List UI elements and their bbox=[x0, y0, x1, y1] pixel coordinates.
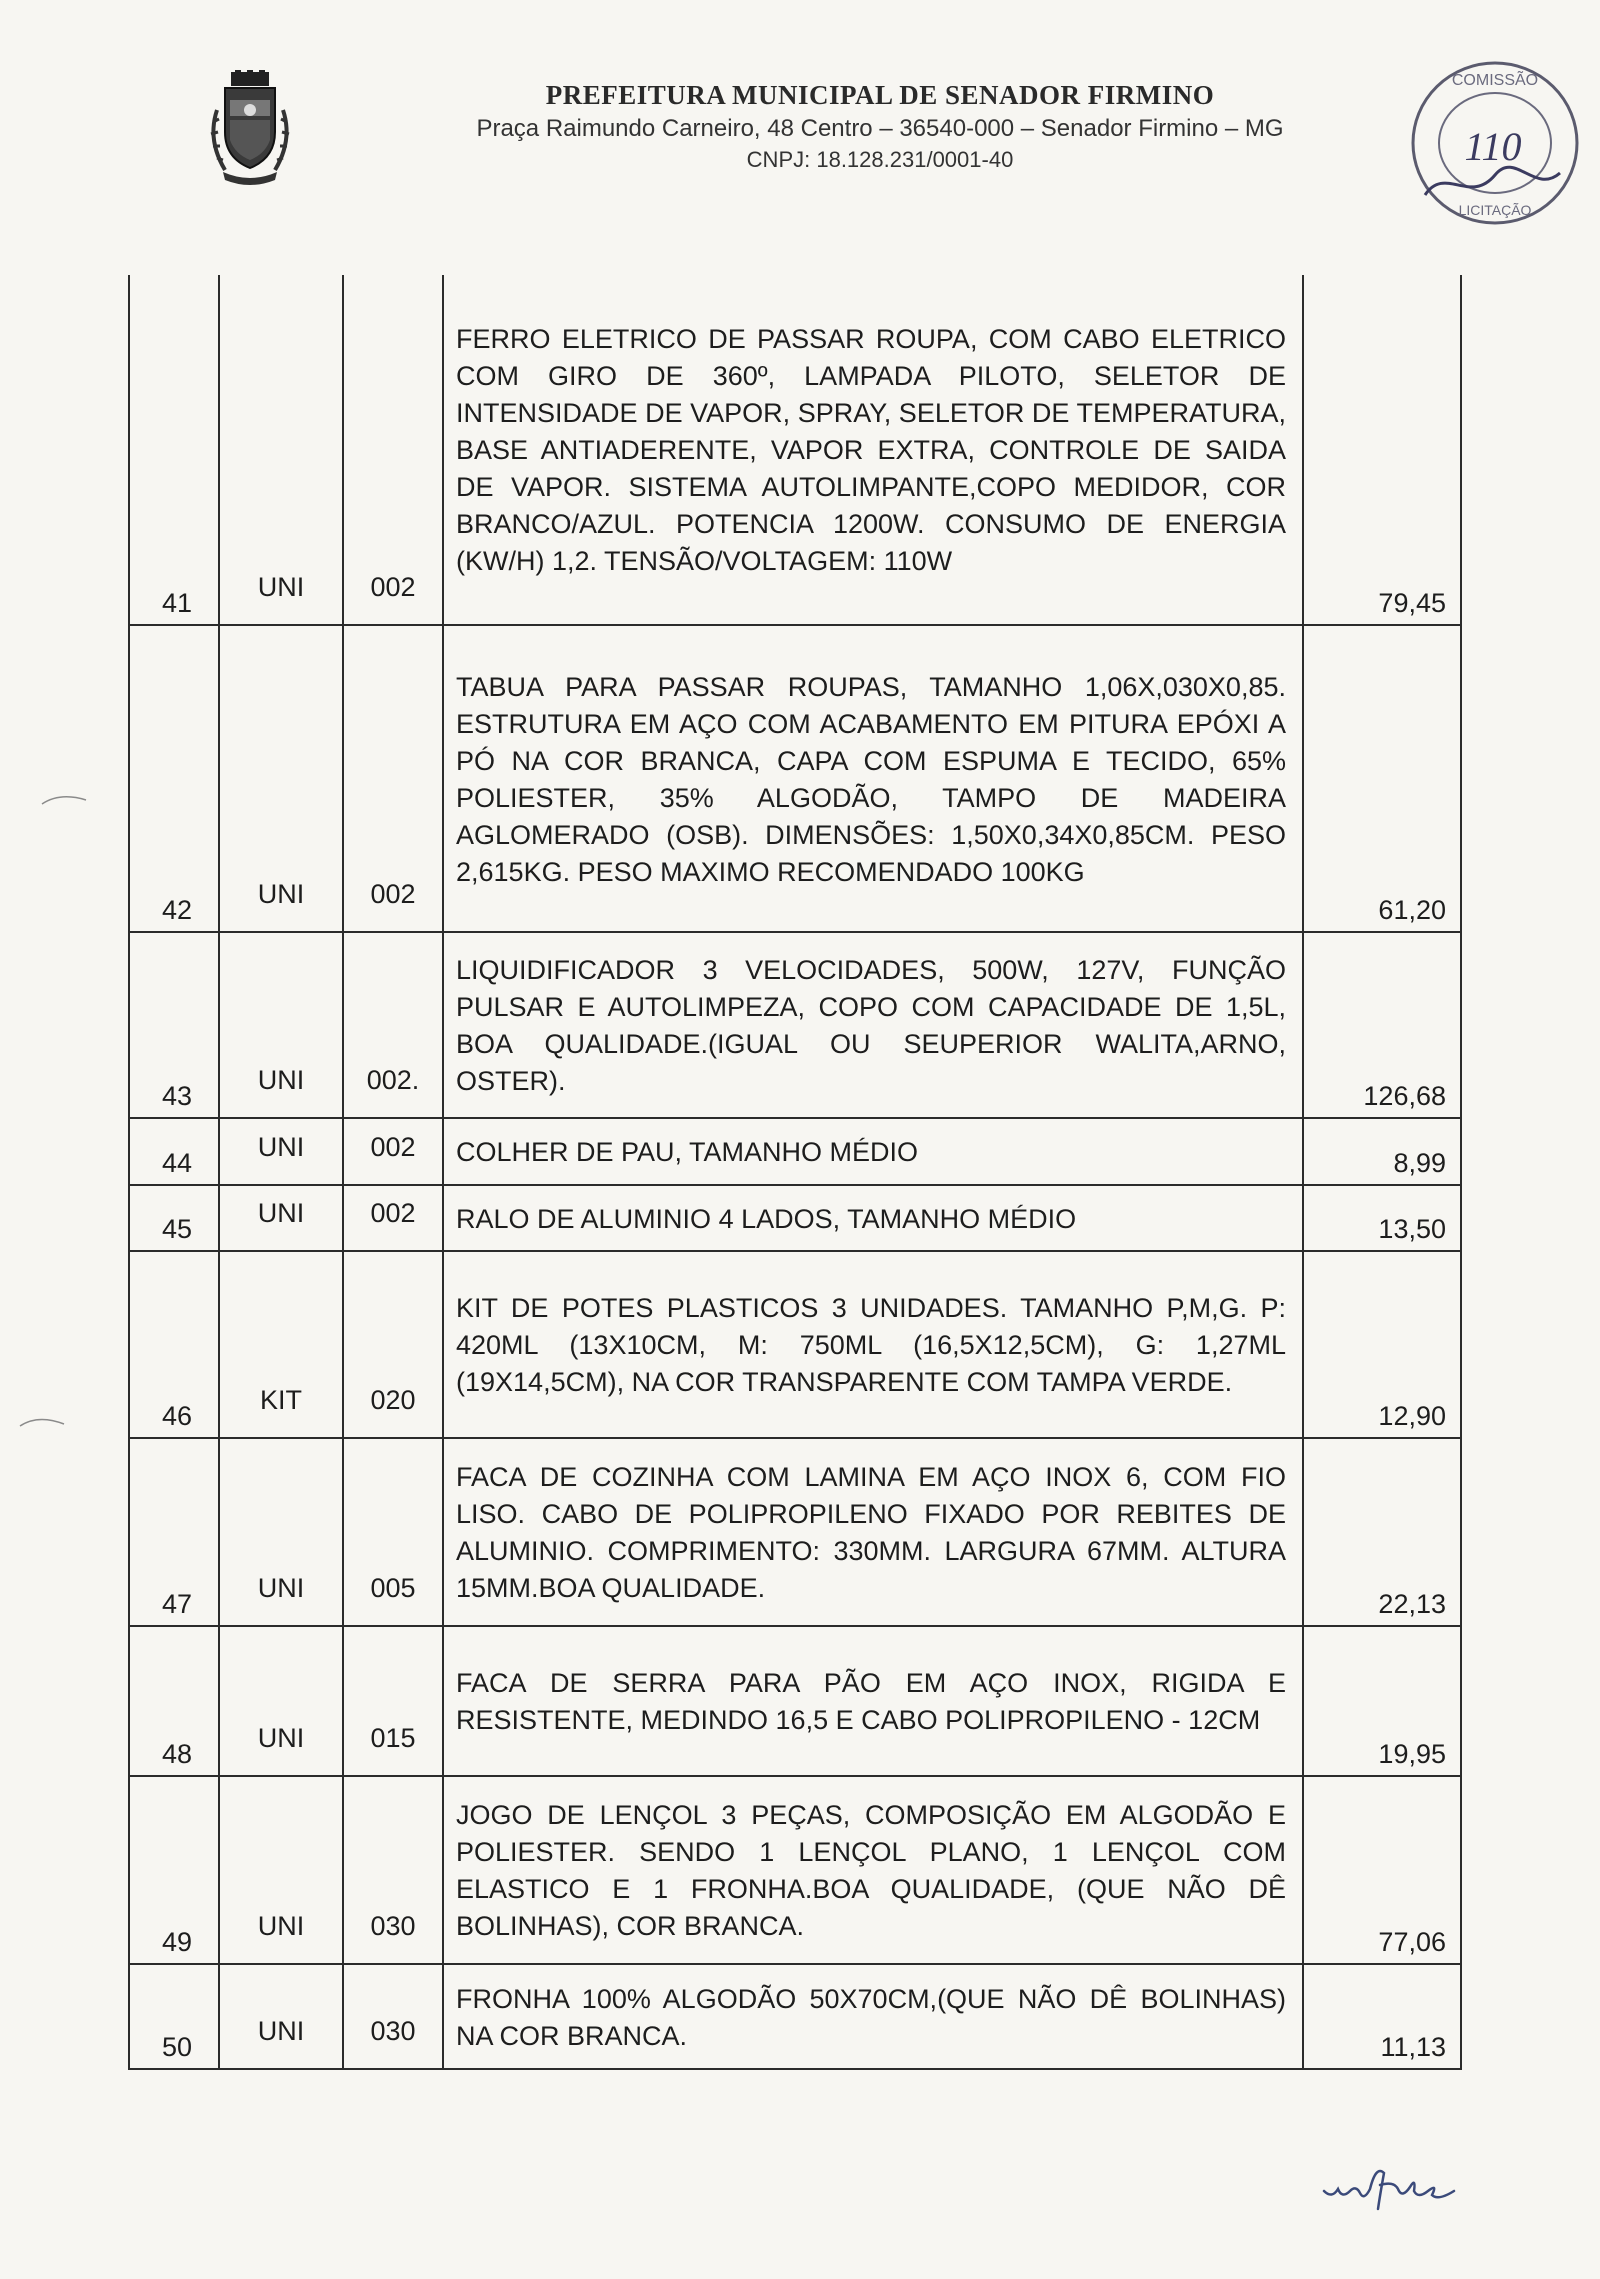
svg-text:COMISSÃO: COMISSÃO bbox=[1451, 72, 1539, 89]
table-row bbox=[129, 1776, 1461, 1964]
item-value-cell bbox=[1303, 1251, 1461, 1438]
item-number: 50 bbox=[162, 2032, 193, 2062]
item-description: KIT DE POTES PLASTICOS 3 UNIDADES. TAMANHO P,M,G. P: 420ML (13X10CM, M: 750ML (16,5X12,5CM), G: 1,27ML (19X14,5CM), NA COR TRANSPARENTE COM TAMPA VERDE. bbox=[456, 1293, 1286, 1397]
item-value-cell bbox=[1303, 1438, 1461, 1626]
item-value-cell bbox=[1303, 1185, 1461, 1251]
item-number: 48 bbox=[162, 1739, 193, 1769]
item-number-cell bbox=[129, 1118, 219, 1185]
item-description-cell bbox=[443, 1251, 1303, 1438]
item-unit-cell bbox=[219, 1626, 343, 1776]
items-table bbox=[128, 275, 1462, 2070]
item-number: 49 bbox=[162, 1927, 193, 1957]
item-quantity-cell bbox=[343, 1185, 443, 1251]
item-description: COLHER DE PAU, TAMANHO MÉDIO bbox=[456, 1137, 919, 1167]
item-quantity: 002 bbox=[370, 572, 416, 602]
item-quantity: 015 bbox=[370, 1723, 416, 1753]
table-row bbox=[129, 625, 1461, 932]
item-description-cell bbox=[443, 275, 1303, 625]
item-unit: UNI bbox=[257, 1065, 305, 1095]
item-unit-cell bbox=[219, 932, 343, 1118]
item-number-cell bbox=[129, 1438, 219, 1626]
item-quantity: 005 bbox=[370, 1573, 416, 1603]
table-row bbox=[129, 275, 1461, 625]
item-quantity: 002. bbox=[366, 1065, 420, 1095]
item-unit: UNI bbox=[257, 1723, 305, 1753]
item-value: 13,50 bbox=[1378, 1214, 1446, 1244]
item-value: 19,95 bbox=[1378, 1739, 1446, 1769]
item-value: 22,13 bbox=[1378, 1589, 1446, 1619]
item-number: 46 bbox=[162, 1401, 193, 1431]
item-value-cell bbox=[1303, 1626, 1461, 1776]
item-quantity-cell bbox=[343, 275, 443, 625]
item-description: FRONHA 100% ALGODÃO 50X70CM,(QUE NÃO DÊ BOLINHAS) NA COR BRANCA. bbox=[456, 1983, 1286, 2051]
item-number-cell bbox=[129, 1185, 219, 1251]
item-quantity-cell bbox=[343, 932, 443, 1118]
item-unit: UNI bbox=[257, 1573, 305, 1603]
letterhead bbox=[400, 80, 1360, 173]
item-quantity-cell bbox=[343, 1118, 443, 1185]
item-description: TABUA PARA PASSAR ROUPAS, TAMANHO 1,06X,030X0,85. ESTRUTURA EM AÇO COM ACABAMENTO EM PITURA EPÓXI A PÓ NA COR BRANCA, CAPA COM ESPUMA E TECIDO, 65% POLIESTER, 35% ALGODÃO, TAMPO DE MADEIRA AGLOMERADO (OSB). DIMENSÕES: 1,50X0,34X0,85CM. PESO 2,615KG. PESO MAXIMO RECOMENDADO 100KG bbox=[456, 671, 1286, 887]
letterhead-org: PREFEITURA MUNICIPAL DE SENADOR FIRMINO bbox=[545, 80, 1215, 110]
item-description: FERRO ELETRICO DE PASSAR ROUPA, COM CABO ELETRICO COM GIRO DE 360º, LAMPADA PILOTO, SELETOR DE INTENSIDADE DE VAPOR, SPRAY, SELETOR DE TEMPERATURA, BASE ANTIADERENTE, VAPOR EXTRA, CONTROLE DE SAIDA DE VAPOR. SISTEMA AUTOLIMPANTE,COPO MEDIDOR, COR BRANCO/AZUL. POTENCIA 1200W. CONSUMO DE ENERGIA (KW/H) 1,2. TENSÃO/VOLTAGEM: 110W bbox=[456, 324, 1286, 576]
item-unit-cell bbox=[219, 1438, 343, 1626]
table-row bbox=[129, 1626, 1461, 1776]
item-description: RALO DE ALUMINIO 4 LADOS, TAMANHO MÉDIO bbox=[456, 1203, 1077, 1234]
item-description-cell bbox=[443, 1964, 1303, 2069]
item-quantity-cell bbox=[343, 1251, 443, 1438]
item-number-cell bbox=[129, 275, 219, 625]
item-quantity: 030 bbox=[370, 2016, 416, 2046]
municipal-crest-icon bbox=[205, 70, 295, 190]
item-number-cell bbox=[129, 1251, 219, 1438]
table-row bbox=[129, 1185, 1461, 1251]
item-quantity: 030 bbox=[370, 1911, 416, 1941]
table-row bbox=[129, 1438, 1461, 1626]
item-unit-cell bbox=[219, 1776, 343, 1964]
item-quantity: 002 bbox=[370, 1198, 416, 1228]
item-number-cell bbox=[129, 932, 219, 1118]
item-description-cell bbox=[443, 932, 1303, 1118]
item-value: 11,13 bbox=[1380, 2032, 1446, 2062]
item-number-cell bbox=[129, 1776, 219, 1964]
item-value: 126,68 bbox=[1363, 1081, 1446, 1111]
commission-stamp bbox=[1385, 55, 1585, 235]
item-quantity: 002 bbox=[370, 1132, 416, 1162]
item-number: 44 bbox=[162, 1148, 193, 1178]
item-description-cell bbox=[443, 1776, 1303, 1964]
item-description-cell bbox=[443, 1185, 1303, 1251]
handwritten-signature bbox=[1320, 2155, 1460, 2215]
table-row bbox=[129, 1118, 1461, 1185]
table-row bbox=[129, 1964, 1461, 2069]
item-description: JOGO DE LENÇOL 3 PEÇAS, COMPOSIÇÃO EM ALGODÃO E POLIESTER. SENDO 1 LENÇOL PLANO, 1 LENÇOL COM ELASTICO E 1 FRONHA.BOA QUALIDADE, (QUE NÃO DÊ BOLINHAS), COR BRANCA. bbox=[456, 1800, 1286, 1941]
svg-text:LICITAÇÃO: LICITAÇÃO bbox=[1458, 202, 1532, 218]
item-number: 45 bbox=[162, 1214, 193, 1244]
item-value: 61,20 bbox=[1378, 895, 1446, 925]
item-description: LIQUIDIFICADOR 3 VELOCIDADES, 500W, 127V, FUNÇÃO PULSAR E AUTOLIMPEZA, COPO COM CAPACIDADE DE 1,5L, BOA QUALIDADE.(IGUAL OU SEUPERIOR WALITA,ARNO, OSTER). bbox=[456, 955, 1286, 1096]
item-unit: UNI bbox=[257, 879, 305, 909]
item-number: 47 bbox=[162, 1589, 193, 1619]
letterhead-cnpj: CNPJ: 18.128.231/0001-40 bbox=[746, 147, 1014, 172]
table-row bbox=[129, 932, 1461, 1118]
item-value-cell bbox=[1303, 625, 1461, 932]
item-unit: UNI bbox=[257, 1198, 305, 1228]
item-description-cell bbox=[443, 1438, 1303, 1626]
item-number-cell bbox=[129, 625, 219, 932]
item-value-cell bbox=[1303, 932, 1461, 1118]
item-number-cell bbox=[129, 1964, 219, 2069]
item-value: 77,06 bbox=[1378, 1927, 1446, 1957]
item-number: 42 bbox=[162, 895, 193, 925]
item-quantity-cell bbox=[343, 1776, 443, 1964]
item-number: 41 bbox=[162, 588, 193, 618]
item-quantity-cell bbox=[343, 1438, 443, 1626]
item-unit-cell bbox=[219, 275, 343, 625]
item-unit-cell bbox=[219, 1185, 343, 1251]
item-unit-cell bbox=[219, 1118, 343, 1185]
item-value-cell bbox=[1303, 1776, 1461, 1964]
letterhead-address: Praça Raimundo Carneiro, 48 Centro – 36540-000 – Senador Firmino – MG bbox=[476, 115, 1284, 142]
item-value: 79,45 bbox=[1378, 588, 1446, 618]
item-unit: UNI bbox=[257, 572, 305, 602]
svg-text:110: 110 bbox=[1464, 124, 1522, 169]
item-value: 8,99 bbox=[1393, 1148, 1446, 1178]
item-description: FACA DE COZINHA COM LAMINA EM AÇO INOX 6, COM FIO LISO. CABO DE POLIPROPILENO FIXADO POR REBITES DE ALUMINIO. COMPRIMENTO: 330MM. LARGURA 67MM. ALTURA 15MM.BOA QUALIDADE. bbox=[456, 1462, 1286, 1603]
item-quantity-cell bbox=[343, 625, 443, 932]
item-number-cell bbox=[129, 1626, 219, 1776]
item-description: FACA DE SERRA PARA PÃO EM AÇO INOX, RIGIDA E RESISTENTE, MEDINDO 16,5 E CABO POLIPROPILENO - 12CM bbox=[456, 1668, 1286, 1735]
scan-mark bbox=[18, 1412, 68, 1432]
item-value: 12,90 bbox=[1378, 1401, 1446, 1431]
item-unit: UNI bbox=[257, 1911, 305, 1941]
item-quantity-cell bbox=[343, 1964, 443, 2069]
item-unit: UNI bbox=[257, 1132, 305, 1162]
item-value-cell bbox=[1303, 1118, 1461, 1185]
item-unit-cell bbox=[219, 625, 343, 932]
item-number: 43 bbox=[162, 1081, 193, 1111]
item-quantity: 020 bbox=[370, 1385, 416, 1415]
item-value-cell bbox=[1303, 1964, 1461, 2069]
item-value-cell bbox=[1303, 275, 1461, 625]
table-row bbox=[129, 1251, 1461, 1438]
item-unit-cell bbox=[219, 1251, 343, 1438]
item-unit: UNI bbox=[257, 2016, 305, 2046]
item-quantity-cell bbox=[343, 1626, 443, 1776]
item-description-cell bbox=[443, 1118, 1303, 1185]
item-unit-cell bbox=[219, 1964, 343, 2069]
item-quantity: 002 bbox=[370, 879, 416, 909]
item-description-cell bbox=[443, 625, 1303, 932]
scan-mark bbox=[40, 790, 90, 810]
item-description-cell bbox=[443, 1626, 1303, 1776]
item-unit: KIT bbox=[259, 1385, 302, 1415]
